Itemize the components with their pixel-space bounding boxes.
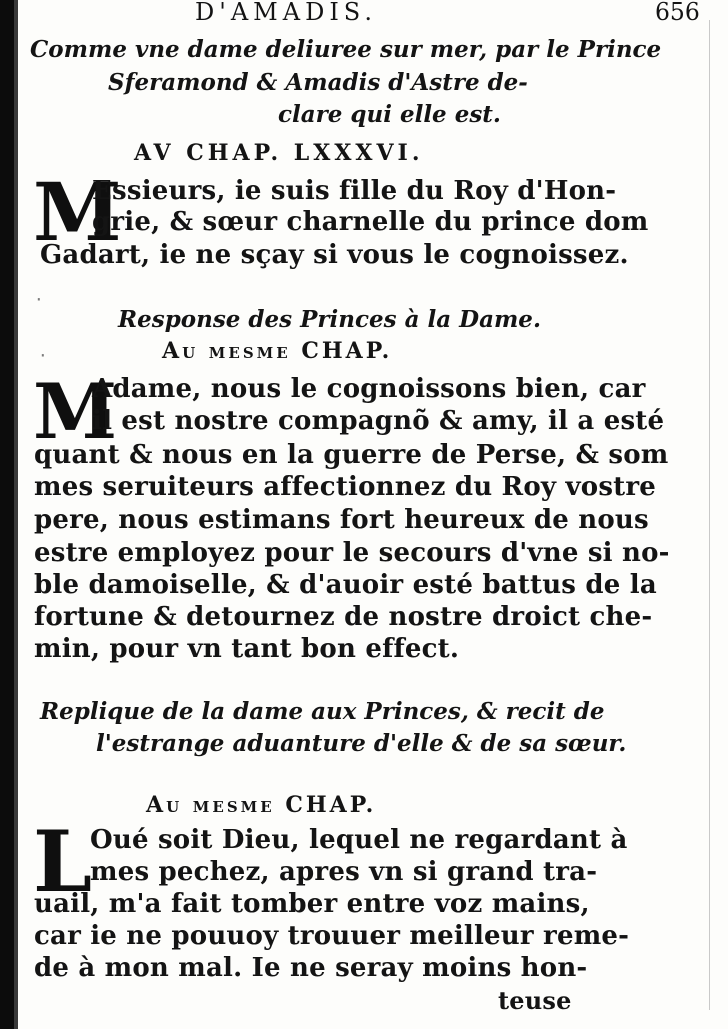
section3-text-line-5: de à mon mal. Ie ne seray moins hon-	[34, 953, 588, 983]
section1-chapter-heading: AV CHAP. LXXXVI.	[134, 140, 424, 166]
section2-text-line-7: ble damoiselle, & d'auoir esté battus de la	[34, 570, 657, 600]
section2-text-line-3: quant & nous en la guerre de Perse, & som	[34, 440, 669, 470]
section1-text-line-3: Gadart, ie ne sçay si vous le cognoissez.	[40, 240, 629, 270]
section3-chapter-heading: Au mesme CHAP.	[146, 792, 377, 818]
section2-text-line-4: mes seruiteurs affectionnez du Roy vostre	[34, 472, 657, 502]
running-title: D'AMADIS.	[195, 0, 378, 26]
section3-rubric-line-2: l'estrange aduanture d'elle & de sa sœur.	[96, 730, 627, 757]
section2-text-line-1: Adame, nous le cognoissons bien, car	[92, 374, 646, 404]
section3-dropcap: L	[33, 812, 93, 911]
section1-text-line-1: Essieurs, ie suis fille du Roy d'Hon-	[92, 176, 617, 206]
section2-text-line-9: min, pour vn tant bon effect.	[34, 634, 460, 664]
section2-text-line-8: fortune & detournez de nostre droict che-	[34, 602, 653, 632]
section3-text-line-3: uail, m'a fait tomber entre voz mains,	[34, 889, 590, 919]
catchword: teuse	[498, 986, 572, 1015]
section1-rubric-line-2: Sferamond & Amadis d'Astre de-	[108, 69, 528, 96]
section3-text-line-4: car ie ne pouuoy trouuer meilleur reme-	[34, 921, 630, 951]
page-edge-line	[709, 20, 710, 1010]
section1-text-line-2: grie, & sœur charnelle du prince dom	[92, 207, 649, 237]
section3-text-line-1: Oué soit Dieu, lequel ne regardant à	[90, 825, 628, 855]
section1-dropcap: M	[33, 165, 122, 259]
section2-rubric: Response des Princes à la Dame.	[118, 306, 541, 333]
section1-rubric-line-1: Comme vne dame deliuree sur mer, par le Prince	[30, 36, 662, 63]
ink-bleed-speck: ·	[34, 290, 44, 309]
page-gutter-edge	[14, 0, 18, 1029]
section2-chapter-heading: Au mesme CHAP.	[162, 338, 393, 364]
section1-rubric-line-3: clare qui elle est.	[278, 101, 501, 128]
section3-rubric-line-1: Replique de la dame aux Princes, & recit de	[40, 698, 605, 725]
ink-bleed-speck: ·	[38, 346, 48, 365]
section2-text-line-6: estre employez pour le secours d'vne si no-	[34, 538, 670, 568]
section2-text-line-5: pere, nous estimans fort heureux de nous	[34, 505, 649, 535]
section2-dropcap: M	[33, 367, 118, 456]
page-gutter-shadow	[0, 0, 14, 1029]
section2-text-line-2: il est nostre compagnõ & amy, il a esté	[92, 406, 665, 436]
page-number: 656	[655, 0, 700, 26]
section3-text-line-2: mes pechez, apres vn si grand tra-	[90, 857, 598, 887]
